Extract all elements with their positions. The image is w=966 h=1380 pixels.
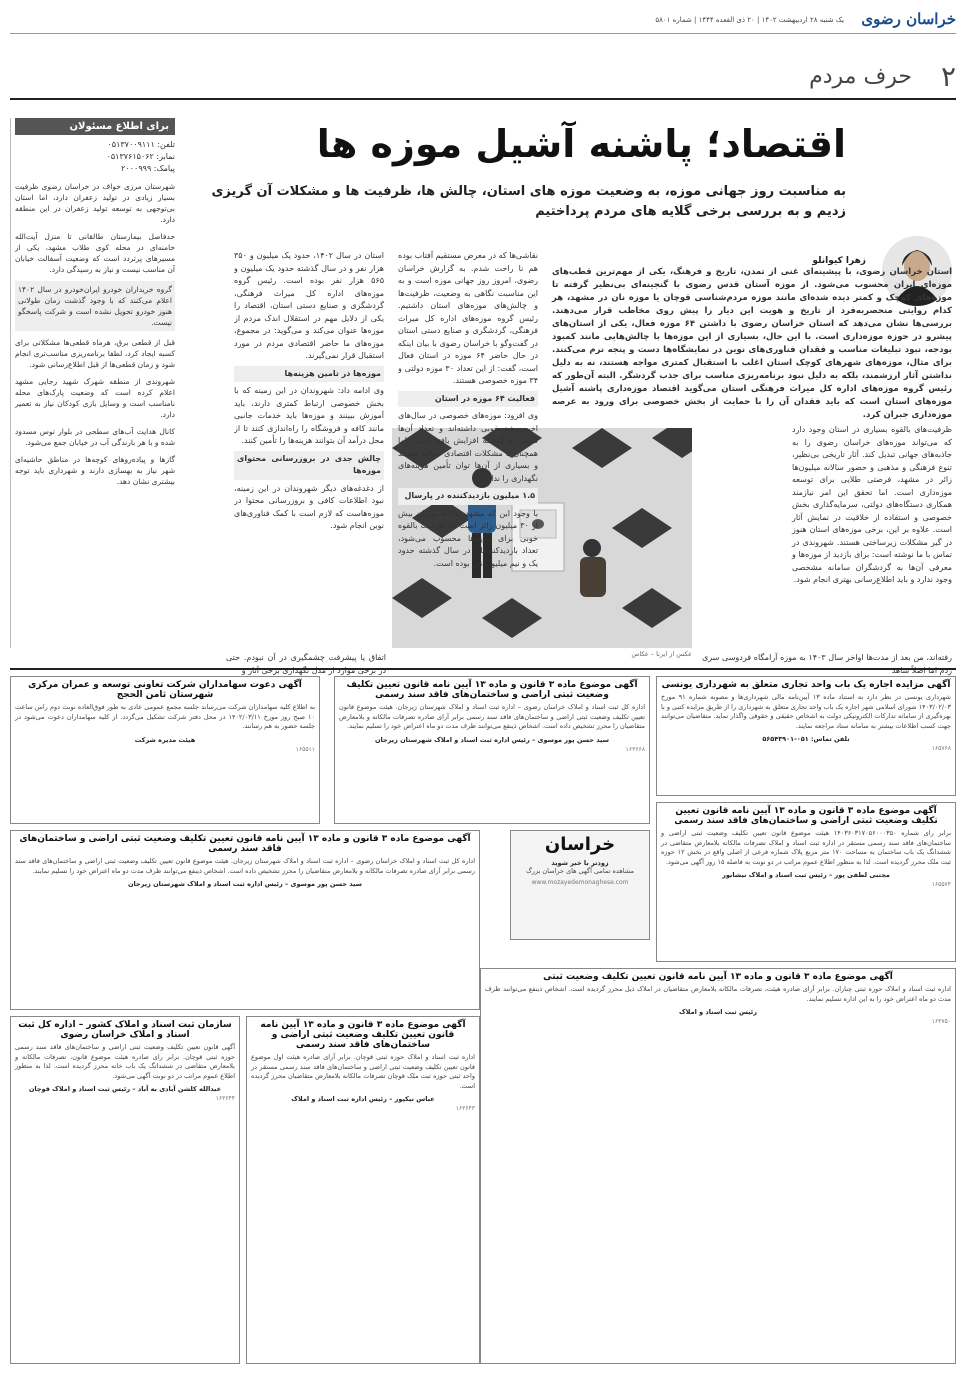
sidebar-item: حدفاصل بیمارستان طالقانی تا منزل آیت‌الله خامنه‌ای در محله کوی طلاب مشهد، یکی از مسیرهای پرتردد است که وضعیت آسفالت خیابان آن مناسب نیست و نیاز به رسیدگی دارد.	[15, 232, 175, 274]
ad-title: آگهی موضوع ماده ۳ قانون و ماده ۱۳ آیین نامه قانون تعیین تکلیف وضعیت ثبتی	[543, 972, 893, 982]
ad-title: آگهی موضوع ماده ۳ قانون و ماده ۱۳ آیین نامه قانون تعیین تکلیف وضعیت ثبتی اراضی و ساختمان‌های فاقد سند رسمی	[260, 1020, 466, 1050]
ad-body: اداره ثبت اسناد و املاک حوزه ثبتی چناران. برابر آرای صادره هیئت، تصرفات مالکانه بلامعارض متقاضیان در املاک ذیل محرز گردیده است. اشخاص ذینفع می‌توانند ظرف مدت دو ماه اعتراض خود را به این اداره تسلیم نمایند.	[485, 985, 951, 1003]
contact-fax: نمابر: ۰۵۱۳۷۶۱۵۰۶۲	[106, 152, 175, 161]
contact-sms: پیامک: ۲۰۰۰۹۹۹	[121, 164, 175, 173]
ad-code: ۱۶۳۶۴۴	[215, 1095, 235, 1102]
registry-ad	[656, 802, 956, 962]
ad-title: آگهی موضوع ماده ۳ قانون و ماده ۱۳ آیین نامه قانون تعیین تکلیف وضعیت ثبتی اراضی و ساختمان‌های فاقد سند رسمی	[19, 834, 471, 854]
subheading: چالش جدی در بروزرسانی محتوای موزه‌ها	[234, 451, 384, 480]
sidebar-item: شهرستان مرزی خواف در خراسان رضوی ظرفیت بسیار زیادی در تولید زعفران دارد، اما استان بی‌توجهی به توسعه تولید زعفران در این منطقه دارد.	[15, 182, 175, 224]
readers-sidebar	[10, 118, 175, 648]
article-headline: اقتصاد؛ پاشنه آشیل موزه ها	[316, 122, 846, 166]
shareholders-ad	[10, 676, 320, 824]
ad-code: ۱۶۵۵۷۴	[931, 881, 951, 888]
ad-footer: مجتبی لطفی پور – رئیس ثبت اسناد و املاک نیشابور	[722, 871, 890, 879]
ad-title: آگهی مزایده اجاره یک باب واحد تجاری متعلق به شهرداری یونسی	[661, 680, 951, 690]
sidebar-item: گروه خریداران خودرو ایران‌خودرو در سال ۱۴۰۲ اعلام می‌کنند که با وجود گذشت زمان طولانی هنوز خودرو تحویل نشده است و شرکت پاسخگو نیست.	[15, 281, 175, 331]
contact-phone: تلفن: ۰۵۱۳۷۰۰۹۱۱۱	[107, 140, 175, 149]
ad-code: ۱۶۵۷۶۸	[931, 745, 951, 752]
ad-footer: رئیس ثبت اسناد و املاک	[679, 1008, 757, 1016]
ad-body: اداره کل ثبت اسناد و املاک خراسان رضوی – اداره ثبت اسناد و املاک شهرستان زیرجان. هیئت موضوع قانون تعیین تکلیف وضعیت ثبتی اراضی و ساختمان‌های فاقد سند رسمی برابر آرای صادره تصرفات مالکانه و بلامعارض متقاضیان را محرز تشخیص داده است. اشخاص ذینفع می‌توانند ظرف مدت دو ماه اعتراض خود را تسلیم نمایند.	[339, 703, 645, 730]
article-text: وی ادامه داد: شهروندان در این زمینه که با بخش خصوصی ارتباط کمتری دارند، باید آموزش ببینند و موزه‌ها باید خدمات جانبی مانند کافه و فروشگاه را راه‌اندازی کنند تا از محل درآمد آن بتوانند هزینه‌ها را تأمین کنند.	[234, 386, 384, 445]
ad-code: ۱۶۳۶۶۸	[625, 745, 645, 753]
registry-ad	[10, 1016, 240, 1364]
ad-body: به اطلاع کلیه سهامداران شرکت می‌رساند جلسه مجمع عمومی عادی به طور فوق‌العاده نوبت دوم راس ساعت ۱۰ صبح روز مورخ ۱۴۰۲/۰۳/۱۱ در محل دفتر شرکت تشکیل می‌گردد. از کلیه سهامداران دعوت می‌شود در جلسه حضور به هم رسانند.	[15, 703, 315, 730]
page-header	[10, 60, 956, 96]
header-divider	[10, 98, 956, 100]
banner-tagline: مشاهده تمامی آگهی های خراسان بزرگ	[525, 867, 635, 875]
ad-body: آگهی قانون تعیین تکلیف وضعیت ثبتی اراضی و ساختمان‌های فاقد سند رسمی حوزه ثبتی قوچان. برابر رای صادره هیئت موضوع قانون، تصرفات مالکانه و بلامعارض متقاضی در ششدانگ یک باب خانه محرز گردیده است. لذا به منظور اطلاع عموم مراتب در دو نوبت آگهی می‌شود.	[15, 1043, 235, 1080]
article-text: ظرفیت‌های بالقوه بسیاری در استان وجود دارد که می‌تواند موزه‌های خراسان رضوی را به جاذبه‌های جهانی تبدیل کند. آثار تاریخی بی‌نظیر، تنوع فرهنگی و مذهبی و حضور سالانه میلیون‌ها زائر در مشهد، فرصتی طلایی برای توسعه موزه‌داری است. اما تحقق این امر نیازمند همکاری دستگاه‌های دولتی، سرمایه‌گذاری بخش خصوصی و استفاده از خلاقیت در نمایش آثار است. علاوه بر این، برخی موزه‌های استان هنوز در گیر مشکلات زیرساختی هستند. شهروندی در تماس با ما نوشته است: برای بازدید از موزه‌ها و معرفی آن‌ها به گردشگران سامانه مشخصی وجود ندارد و باید اطلاع‌رسانی بهتری انجام شود.	[792, 425, 952, 584]
registry-ad	[480, 968, 956, 1364]
subheading: موزه‌ها در تامین هزینه‌ها	[234, 366, 384, 383]
ad-title: آگهی موضوع ماده ۳ قانون و ماده ۱۳ آیین نامه قانون تعیین تکلیف وضعیت ثبتی اراضی و ساختمان‌های فاقد سند رسمی	[346, 680, 638, 700]
section-title: حرف مردم	[809, 64, 912, 89]
auction-ad	[656, 676, 956, 796]
ad-footer: عباس نیکپور – رئیس اداره ثبت اسناد و املاک	[291, 1095, 435, 1103]
article-text: استان در سال ۱۴۰۲، حدود یک میلیون و ۳۵۰ هزار نفر و در سال گذشته حدود یک میلیون و ۵۶۵ هزار نفر بوده است. رئیس گروه موزه‌های اداره کل میراث فرهنگی، گردشگری و صنایع دستی استان، اقتصاد را یکی از دلایل مهم در استقلال اندک مردم از موزه‌ها عنوان می‌کند و می‌گوید: در مجموع، موزه‌های ما حاضر اقتصادی مردم در مورد استقبال قرار نمی‌گیرند.	[234, 251, 384, 360]
banner-title: خراسان	[544, 834, 616, 855]
subheading: فعالیت ۶۴ موزه در استان	[398, 391, 538, 408]
article-text: از دغدغه‌های دیگر شهروندان در این زمینه، نبود اطلاعات کافی و بروزرسانی محتوا در موزه‌هاست که لازم است با کمک فناوری‌های نوین انجام شود.	[234, 483, 384, 530]
sidebar-contacts	[15, 139, 175, 175]
article-text: وی افزود: موزه‌های خصوصی در سال‌های اخیر رشد خوبی داشته‌اند و تعداد آن‌ها نسبت به گذشته افزایش یافته است، اما همچنان با مشکلات اقتصادی مواجه هستند و بسیاری از آن‌ها توان تأمین هزینه‌های نگهداری را ندارند.	[398, 411, 538, 483]
ad-body: اداره کل ثبت اسناد و املاک خراسان رضوی – اداره ثبت اسناد و املاک شهرستان زیرجان. هیئت موضوع قانون تعیین تکلیف وضعیت ثبتی اراضی و ساختمان‌های فاقد سند رسمی برابر آرای صادره تصرفات مالکانه و بلامعارض متقاضیان را محرز تشخیص داده است. اشخاص ذینفع می‌توانند ظرف مدت دو ماه اعتراض خود را تسلیم نمایند.	[15, 857, 475, 875]
article-text: اتفاق یا پیشرفت چشمگیری در آن نبودم. حتی در برخی موارد از مدل نگهداری برخی آثار و	[226, 653, 386, 675]
ad-footer: عبدالله کلشن آبادی به آباد – رئیس ثبت اسناد و املاک قوچان	[28, 1085, 222, 1093]
ad-title: آگهی دعوت سهامداران شرکت تعاونی توسعه و عمران مرکزی شهرستان ثامن الحجج	[28, 680, 302, 700]
article-text: نقاشی‌ها که در معرض مستقیم آفتاب بوده هم نا راحت شدم. به گزارش خراسان رضوی، امروز روز جهانی موزه است و به این مناسبت نگاهی به وضعیت، ظرفیت‌ها و چالش‌های موزه‌های استان داشتیم. رئیس گروه موزه‌های اداره کل میراث فرهنگی، گردشگری و صنایع دستی استان در گفت‌وگو با خراسان رضوی با بیان اینکه در حال حاضر ۶۴ موزه در استان فعال است، گفت: از این تعداد ۳۰ موزه دولتی و ۳۴ موزه خصوصی هستند.	[398, 251, 538, 385]
classified-ads	[10, 668, 956, 1368]
sidebar-title: برای اطلاع مسئولان	[15, 118, 175, 135]
registry-ad	[246, 1016, 480, 1364]
ad-body: شهرداری یونسی در نظر دارد به استناد ماده ۱۳ آیین‌نامه مالی شهرداری‌ها و مصوبه شماره ۹۱ مورخ ۱۴۰۳/۰۲/۰۳ شورای اسلامی شهر اجاره یک باب واحد تجاری متعلق به شهرداری را از طریق مزایده کتبی و با بهره‌گیری از سامانه تدارکات الکترونیکی دولت به اشخاص حقیقی و حقوقی واگذار نماید. متقاضیان می‌توانند جهت کسب اطلاعات بیشتر به سامانه ستاد مراجعه نمایند.	[660, 693, 951, 730]
article-text: رفته‌اند، من بعد از مدت‌ها اواخر سال ۱۴۰۳ به موزه آرامگاه فردوسی سری زدم اما اصلاً شاهد	[702, 653, 952, 675]
ad-code: ۱۶۳۷۵۰	[931, 1018, 951, 1025]
photo-caption: عکس از ایرنا – عکاس	[631, 650, 692, 658]
registry-ad	[334, 676, 650, 824]
ad-footer: سید حسن پور موسوی – رئیس اداره ثبت اسناد و املاک شهرستان زیرجان	[374, 735, 610, 744]
ad-body: اداره ثبت اسناد و املاک حوزه ثبتی قوچان. برابر آرای صادره هیئت اول موضوع قانون تعیین تکلیف وضعیت ثبتی اراضی و ساختمان‌های فاقد سند رسمی مستقر در واحد ثبتی حوزه ثبت ملک قوچان تصرفات مالکانه بلامعارض متقاضیان محرز گردیده است.	[251, 1053, 475, 1090]
banner-subtitle: زودتر با خبر شوید	[551, 859, 609, 867]
ad-title: آگهی موضوع ماده ۳ قانون و ماده ۱۳ آیین نامه قانون تعیین تکلیف وضعیت ثبتی اراضی و ساختمان‌های فاقد سند رسمی	[674, 806, 938, 826]
sidebar-item: شهروندی از منطقه شهرک شهید رجایی مشهد اعلام کرده است که وضعیت پارک‌های محله نامناسب است و وسایل بازی کودکان نیاز به تعمیر دارد.	[15, 377, 175, 419]
masthead	[10, 10, 956, 34]
website-banner-ad[interactable]	[510, 830, 650, 940]
article-intro: استان خراسان رضوی، با پیشینه‌ای غنی از تمدن، تاریخ و فرهنگ، یکی از مهم‌ترین قطب‌های موزه‌ای ایران محسوب می‌شود. از موزه آستان قدس رضوی با گنجینه‌ای بی‌نظیر گرفته تا موزه‌های کوچک و کمتر دیده شده‌ای مانند موزه مردم‌شناسی قوچان یا موزه نان در مشهد، هر کدام روایتی منحصربه‌فرد از تاریخ و هویت این دیار را پیش روی مخاطب قرار می‌دهند. بررسی‌ها نشان می‌دهد که استان خراسان رضوی با داشتن ۶۴ موزه فعال، یکی از استان‌های پیشرو در حوزه موزه‌داری است. با این حال، بسیاری از این موزه‌ها با چالش‌هایی مانند کمبود بودجه، نبود تبلیغات مناسب و فقدان فناوری‌های نوین در نمایشگاه‌ها دست و پنجه نرم می‌کنند. برای مثال، موزه‌های شهرهای کوچک استان اغلب با استقبال کمتری مواجه هستند، نه به دلیل نداشتن آثار ارزشمند، بلکه به دلیل نبود برنامه‌ریزی مناسب برای جذب گردشگر. البته آن‌طور که رئیس گروه موزه‌های اداره کل میراث فرهنگی استان می‌گوید اقتصاد موزه‌داری پاشنه آشیل موزه‌های استان است که باید فقدان آن را با حمایت از بخش خصوصی برای ورود به عرصه موزه‌داری جبران کرد.	[552, 267, 952, 420]
sidebar-item: قبل از قطعی برق، هرماه قطعی‌ها مشکلاتی برای کسبه ایجاد کرد، لطفا برنامه‌ریزی مناسب‌تری انجام شود و زمان قطعی‌ها از قبل اطلاع‌رسانی شود.	[15, 338, 175, 369]
registry-ad	[10, 830, 480, 1010]
ad-title: سازمان ثبت اسناد و املاک کشور – اداره کل ثبت اسناد و املاک خراسان رضوی	[18, 1020, 232, 1040]
ad-code: ۱۶۵۵۱۱	[295, 745, 315, 753]
ad-body: برابر رای شماره ۱۴۰۳۶۰۳۱۷۰۵۶۰۰۰۳۵۰ هیئت موضوع قانون تعیین تکلیف وضعیت ثبتی اراضی و ساختمان‌های فاقد سند رسمی مستقر در اداره ثبت اسناد و املاک تصرفات مالکانه بلامعارض متقاضی در ششدانگ یک باب ساختمان به مساحت ۱۷۰ متر مربع پلاک شماره فرعی از اصلی واقع در بخش ۱۲ حوزه ثبت ملک محرز گردیده است. لذا به منظور اطلاع عموم مراتب در دو نوبت به فاصله ۱۵ روز آگهی می‌شود.	[661, 829, 952, 866]
sidebar-item: کانال هدایت آب‌های سطحی در بلوار توس مسدود شده و با هر بارندگی آب در خیابان جمع می‌شود.	[15, 427, 175, 447]
article-subhead: به مناسبت روز جهانی موزه، به وضعیت موزه های استان، چالش ها، ظرفیت ها و مشکلات آن گریزی زدیم و به بررسی برخی گلایه های مردم پرداختیم	[211, 184, 846, 219]
ad-footer: تلفن تماس: ۰۵۱-۵۶۵۴۳۹۰۱	[762, 735, 850, 743]
author-name: زهرا کیوانلو	[812, 256, 866, 266]
dateline: یک شنبه ۲۸ اردیبهشت ۱۴۰۲ | ۲۰ ذی القعده ۱۴۴۴ | شماره ۵۸۰۱	[655, 16, 844, 24]
ad-footer: هیئت مدیره شرکت	[134, 735, 196, 744]
ad-footer: سید حسن پور موسوی – رئیس اداره ثبت اسناد و املاک شهرستان زیرجان	[127, 880, 363, 888]
article-column-mid2	[234, 250, 384, 650]
sidebar-item: گازها و پیاده‌روهای کوچه‌ها در مناطق حاشیه‌ای شهر نیاز به بهسازی دارند و شهرداری باید توجه بیشتری نشان دهد.	[15, 455, 175, 486]
article-text: با وجود این که مشهد سالانه میزبان بیش از ۳۰ میلیون زائر است که ظرفیت بالقوه خوبی برای موزه‌ها محسوب می‌شود، تعداد بازدیدکنندگان در سال گذشته حدود یک و نیم میلیون نفر بوده است.	[398, 508, 538, 568]
article-column-mid1	[398, 250, 538, 650]
ad-code: ۱۶۳۶۴۳	[455, 1105, 475, 1112]
article-column-right	[792, 424, 952, 587]
page-number: ۲	[940, 60, 956, 93]
newspaper-logo: خراسان رضوی	[861, 10, 956, 28]
banner-url[interactable]: www.mozayedemonaghese.com	[531, 878, 629, 886]
subheading: ۱.۵ میلیون بازدیدکننده در پارسال	[398, 488, 538, 505]
